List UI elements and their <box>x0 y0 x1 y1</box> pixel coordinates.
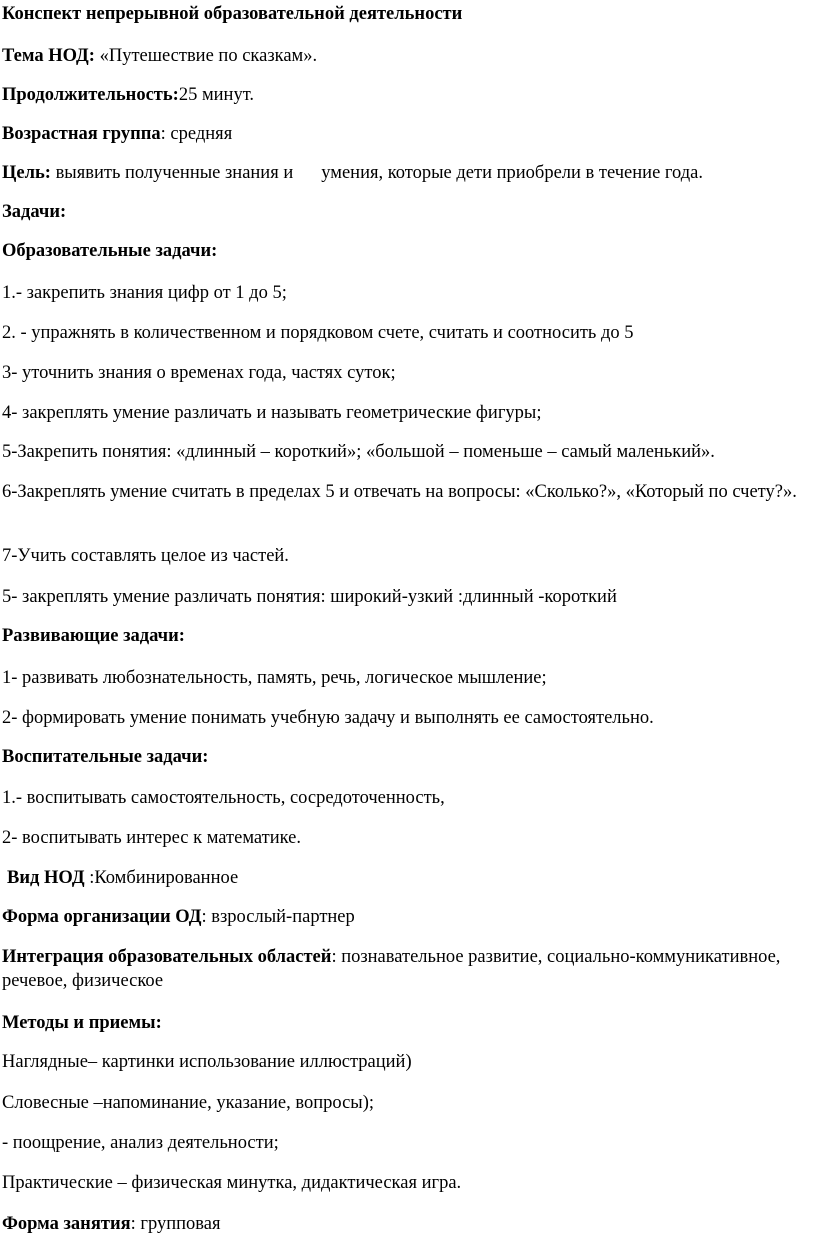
method-item: Наглядные– картинки использование иллюстраций) <box>2 1052 412 1072</box>
developmental-tasks-heading: Развивающие задачи: <box>2 626 185 646</box>
method-item: Практические – физическая минутка, дидактическая игра. <box>2 1173 462 1193</box>
integration-value: : познавательное развитие, социально-коммуникативное, речевое, физическое <box>2 947 781 991</box>
activity-type-line <box>7 866 812 890</box>
age-group-value: : средняя <box>160 124 233 144</box>
goal-value-part-2: умения, которые дети приобрели в течение года. <box>321 163 704 183</box>
integration-line <box>2 945 812 993</box>
upbringing-tasks-heading: Воспитательные задачи: <box>2 747 209 767</box>
document-title: Конспект непрерывной образовательной деятельности <box>2 4 463 24</box>
lesson-form-value: : групповая <box>130 1214 221 1234</box>
methods-heading: Методы и приемы: <box>2 1013 162 1033</box>
topic-line <box>2 44 812 68</box>
upbringing-task-item: 2- воспитывать интерес к математике. <box>2 828 301 848</box>
goal-label: Цель: <box>2 163 51 183</box>
duration-line <box>2 83 812 107</box>
educational-task-item: 2. - упражнять в количественном и порядковом счете, считать и соотносить до 5 <box>2 323 634 343</box>
age-group-line <box>2 122 812 146</box>
goal-line <box>2 161 812 185</box>
developmental-task-item: 2- формировать умение понимать учебную задачу и выполнять ее самостоятельно. <box>2 708 654 728</box>
organization-form-label: Форма организации ОД <box>2 907 202 927</box>
lesson-form-line <box>2 1212 812 1236</box>
educational-tasks-heading: Образовательные задачи: <box>2 241 218 261</box>
duration-label: Продолжительность: <box>2 85 179 105</box>
educational-task-item: 7-Учить составлять целое из частей. <box>2 546 289 566</box>
topic-value: «Путешествие по сказкам». <box>99 46 318 66</box>
educational-task-item: 5-Закрепить понятия: «длинный – короткий»; «большой – поменьше – самый маленький». <box>2 442 715 462</box>
lesson-form-label: Форма занятия <box>2 1214 131 1234</box>
educational-task-item: 6-Закреплять умение считать в пределах 5 и отвечать на вопросы: «Сколько?», «Который по счету?». <box>2 482 797 502</box>
age-group-label: Возрастная группа <box>2 124 161 144</box>
method-item: Словесные –напоминание, указание, вопросы); <box>2 1093 375 1113</box>
educational-task-item: 5- закреплять умение различать понятия: широкий-узкий :длинный -короткий <box>2 587 617 607</box>
upbringing-task-item: 1.- воспитывать самостоятельность, сосредоточенность, <box>2 788 445 808</box>
tasks-heading: Задачи: <box>2 202 67 222</box>
method-item: - поощрение, анализ деятельности; <box>2 1133 279 1153</box>
topic-label: Тема НОД: <box>2 46 95 66</box>
organization-form-value: : взрослый-партнер <box>201 907 355 927</box>
duration-value: 25 минут. <box>178 85 255 105</box>
activity-type-value: :Комбинированное <box>89 868 239 888</box>
educational-task-item: 3- уточнить знания о временах года, частях суток; <box>2 363 396 383</box>
developmental-task-item: 1- развивать любознательность, память, речь, логическое мышление; <box>2 668 547 688</box>
goal-value-part-1: выявить полученные знания и <box>55 163 294 183</box>
integration-label: Интеграция образовательных областей <box>2 947 332 967</box>
activity-type-label: Вид НОД <box>7 868 85 888</box>
educational-task-item: 4- закреплять умение различать и называть геометрические фигуры; <box>2 403 542 423</box>
organization-form-line <box>2 905 812 929</box>
educational-task-item: 1.- закрепить знания цифр от 1 до 5; <box>2 283 287 303</box>
